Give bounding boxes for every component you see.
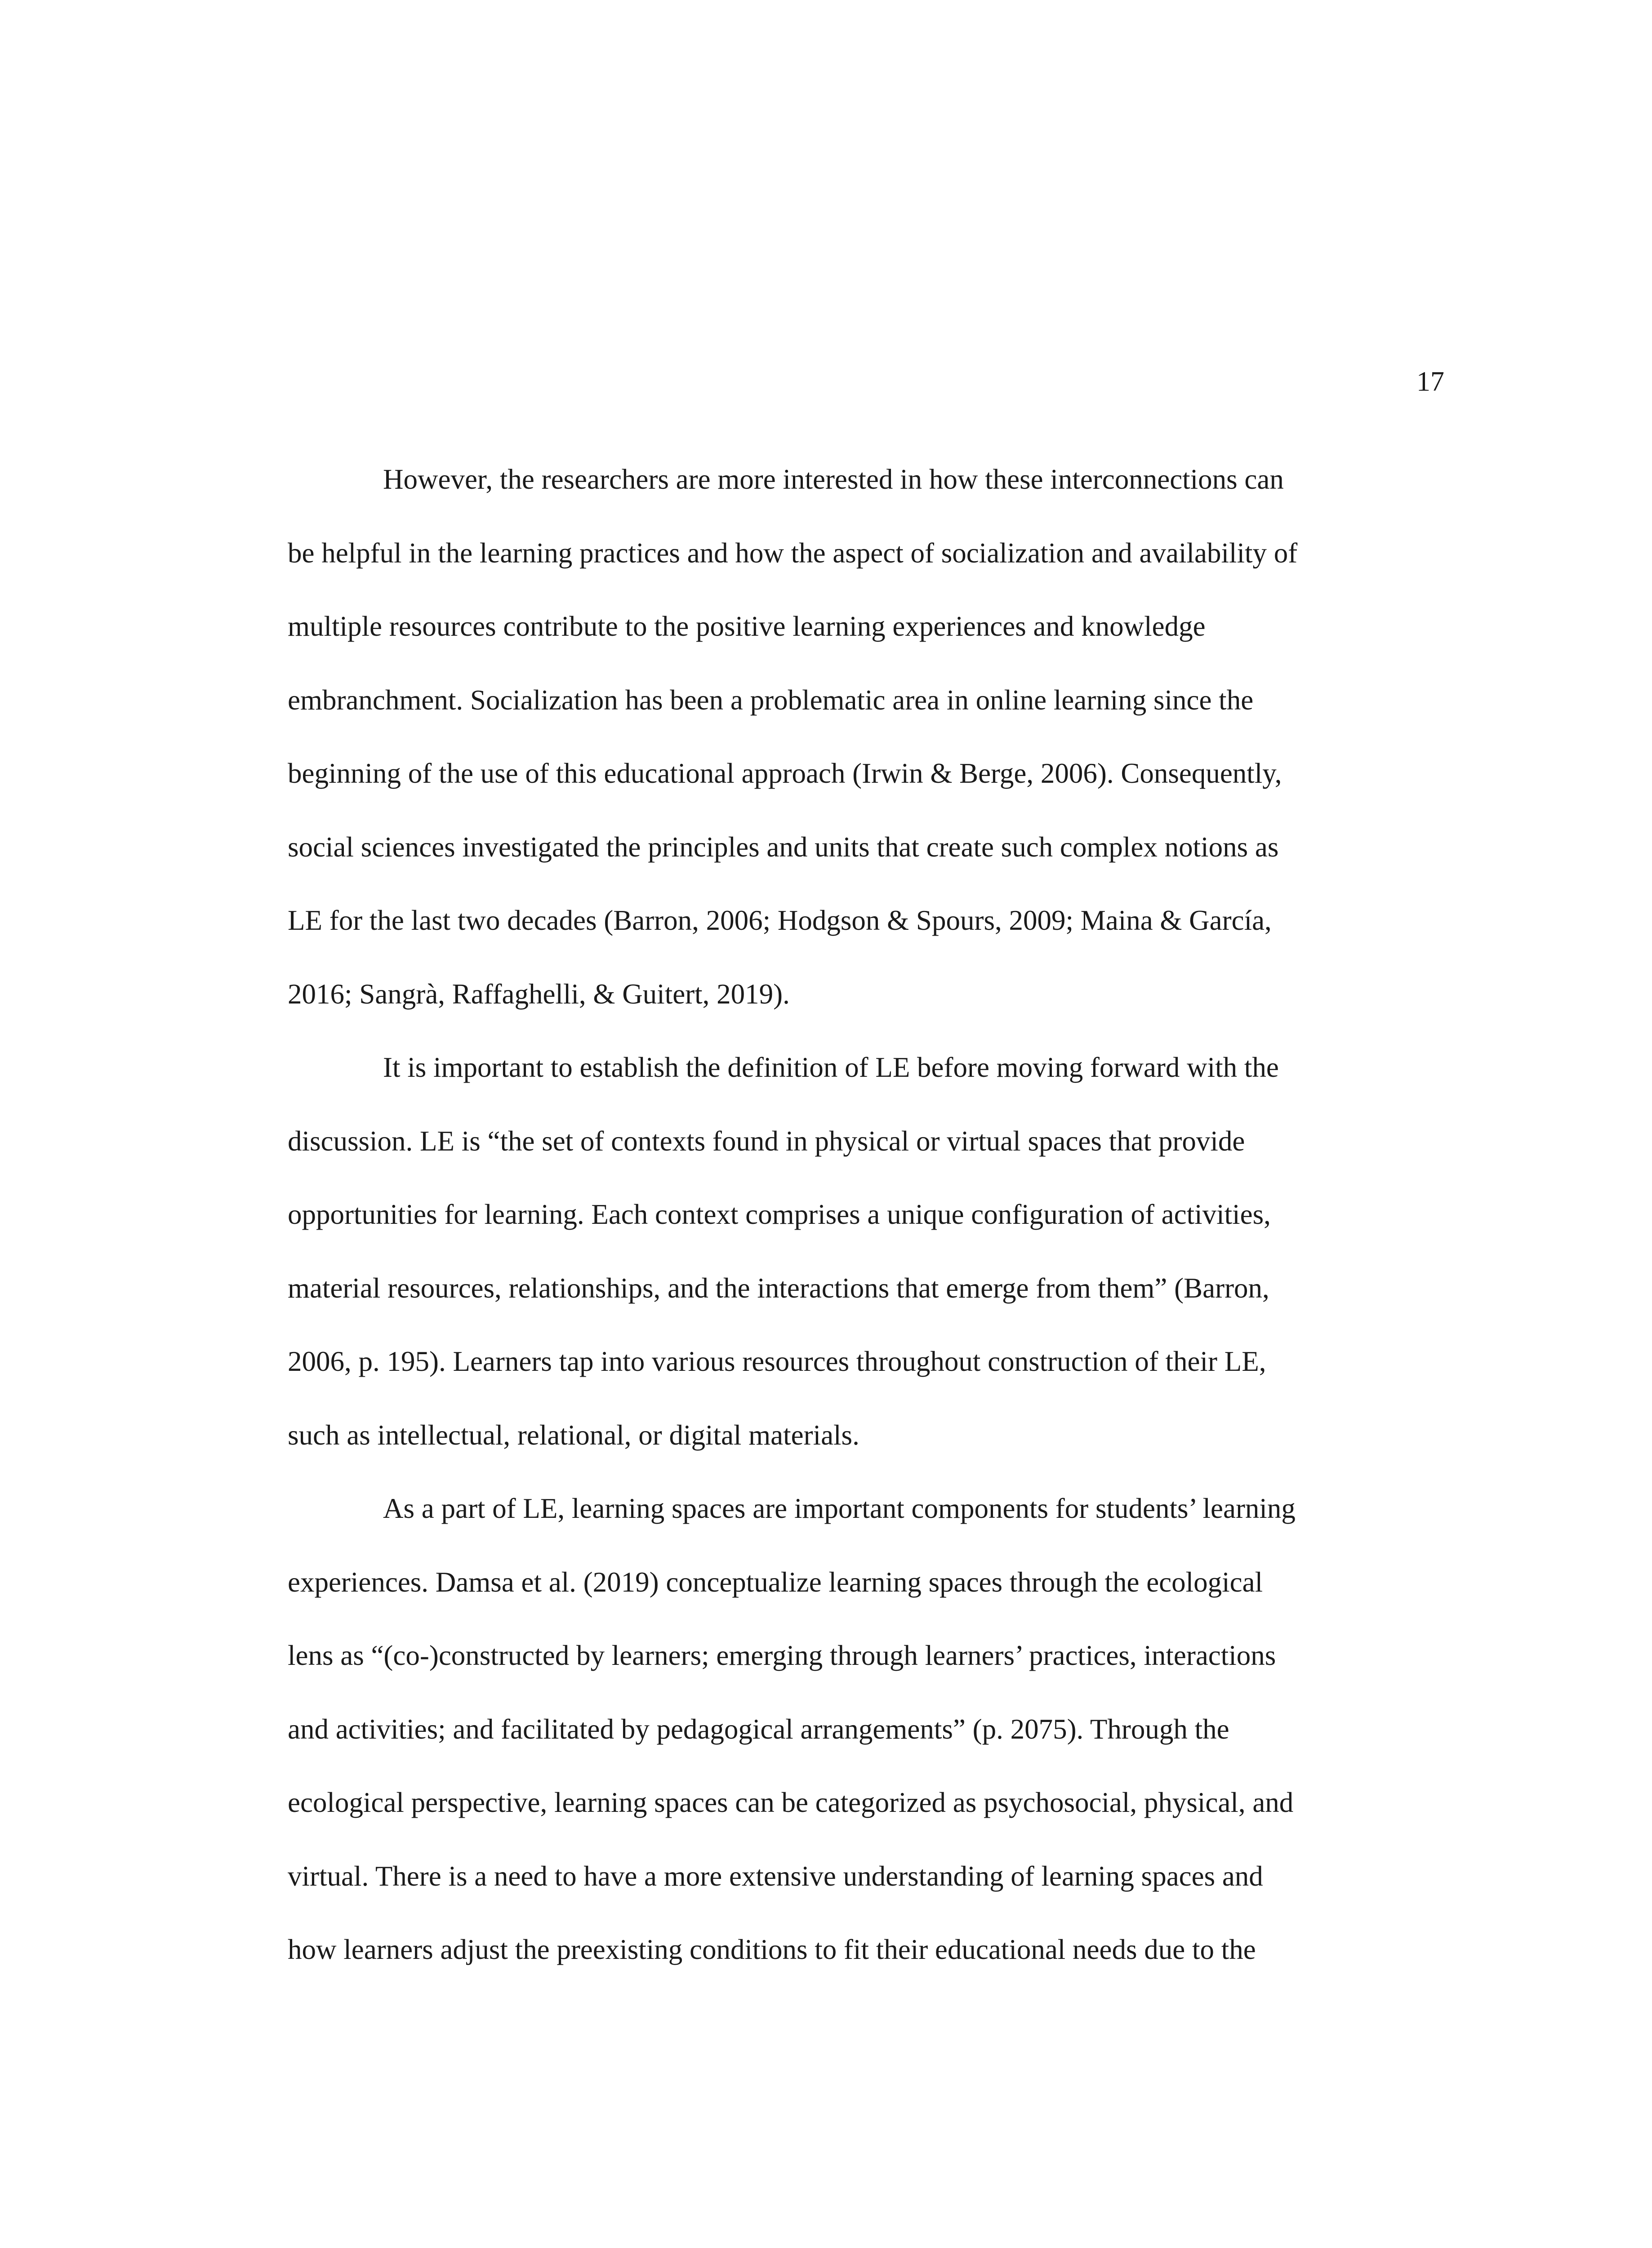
text-line: social sciences investigated the principles and units that create such complex notions as: [288, 831, 1279, 863]
page-number: 17: [1416, 366, 1444, 397]
text-line: However, the researchers are more interested in how these interconnections can: [383, 464, 1284, 495]
text-line: It is important to establish the definition of LE before moving forward with the: [383, 1052, 1279, 1083]
text-line: and activities; and facilitated by pedagogical arrangements” (p. 2075). Through the: [288, 1713, 1229, 1745]
text-line: multiple resources contribute to the positive learning experiences and knowledge: [288, 611, 1206, 642]
text-line: ecological perspective, learning spaces can be categorized as psychosocial, physical, and: [288, 1787, 1294, 1818]
text-line: discussion. LE is “the set of contexts found in physical or virtual spaces that provide: [288, 1125, 1245, 1157]
paragraph: [288, 1031, 1429, 1472]
text-line: beginning of the use of this educational approach (Irwin & Berge, 2006). Consequently,: [288, 758, 1282, 789]
text-line: virtual. There is a need to have a more extensive understanding of learning spaces and: [288, 1860, 1263, 1892]
text-line: opportunities for learning. Each context comprises a unique configuration of activities,: [288, 1199, 1271, 1230]
paragraph: [288, 443, 1429, 1031]
text-line: be helpful in the learning practices and how the aspect of socialization and availability of: [288, 537, 1298, 569]
text-line: lens as “(co-)constructed by learners; emerging through learners’ practices, interactions: [288, 1640, 1276, 1671]
text-line: 2006, p. 195). Learners tap into various resources throughout construction of their LE,: [288, 1346, 1266, 1377]
text-line: how learners adjust the preexisting conditions to fit their educational needs due to the: [288, 1934, 1256, 1965]
text-line: such as intellectual, relational, or digital materials.: [288, 1419, 859, 1451]
text-line: As a part of LE, learning spaces are important components for students’ learning: [383, 1493, 1296, 1524]
text-line: 2016; Sangrà, Raffaghelli, & Guitert, 2019).: [288, 978, 790, 1010]
paragraph: [288, 1472, 1429, 1987]
text-line: embranchment. Socialization has been a problematic area in online learning since the: [288, 684, 1254, 716]
text-line: material resources, relationships, and the interactions that emerge from them” (Barron,: [288, 1272, 1269, 1304]
body-text: [288, 443, 1429, 1987]
text-line: LE for the last two decades (Barron, 2006; Hodgson & Spours, 2009; Maina & García,: [288, 905, 1272, 936]
text-line: experiences. Damsa et al. (2019) conceptualize learning spaces through the ecological: [288, 1566, 1263, 1598]
